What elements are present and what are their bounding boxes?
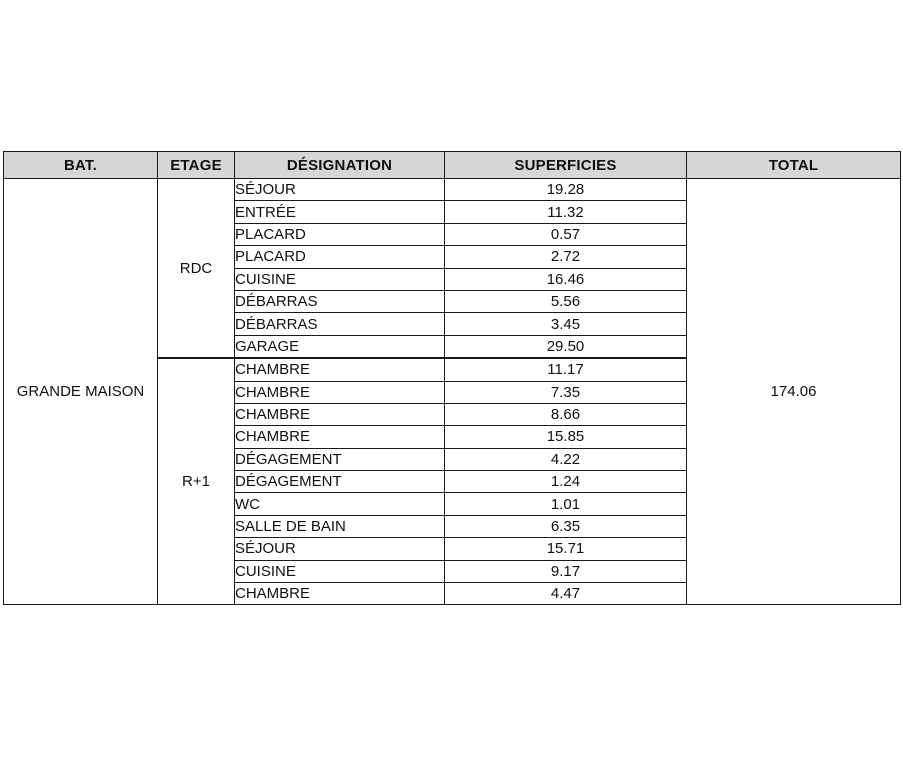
floor-name: RDC bbox=[158, 179, 235, 359]
room-designation: DÉGAGEMENT bbox=[235, 471, 445, 493]
room-superficie: 8.66 bbox=[445, 403, 687, 425]
building-name: GRANDE MAISON bbox=[4, 179, 158, 605]
room-superficie: 3.45 bbox=[445, 313, 687, 335]
room-designation: CUISINE bbox=[235, 268, 445, 290]
header-etage: ETAGE bbox=[158, 152, 235, 179]
room-superficie: 15.71 bbox=[445, 538, 687, 560]
room-designation: SALLE DE BAIN bbox=[235, 515, 445, 537]
room-designation: CHAMBRE bbox=[235, 426, 445, 448]
room-superficie: 1.01 bbox=[445, 493, 687, 515]
room-superficie: 7.35 bbox=[445, 381, 687, 403]
room-superficie: 29.50 bbox=[445, 335, 687, 358]
room-designation: GARAGE bbox=[235, 335, 445, 358]
room-designation: DÉGAGEMENT bbox=[235, 448, 445, 470]
surface-table bbox=[3, 151, 901, 605]
room-superficie: 4.47 bbox=[445, 583, 687, 605]
room-designation: SÉJOUR bbox=[235, 538, 445, 560]
room-designation: CHAMBRE bbox=[235, 403, 445, 425]
room-designation: CHAMBRE bbox=[235, 583, 445, 605]
room-designation: SÉJOUR bbox=[235, 179, 445, 201]
header-superficies: SUPERFICIES bbox=[445, 152, 687, 179]
room-superficie: 4.22 bbox=[445, 448, 687, 470]
room-superficie: 6.35 bbox=[445, 515, 687, 537]
room-superficie: 2.72 bbox=[445, 246, 687, 268]
room-designation: CHAMBRE bbox=[235, 358, 445, 381]
table-body bbox=[4, 179, 901, 605]
room-superficie: 19.28 bbox=[445, 179, 687, 201]
room-superficie: 15.85 bbox=[445, 426, 687, 448]
header-row bbox=[4, 152, 901, 179]
header-bat: BAT. bbox=[4, 152, 158, 179]
header-designation: DÉSIGNATION bbox=[235, 152, 445, 179]
floor-name: R+1 bbox=[158, 358, 235, 605]
room-designation: WC bbox=[235, 493, 445, 515]
room-superficie: 11.32 bbox=[445, 201, 687, 223]
room-superficie: 16.46 bbox=[445, 268, 687, 290]
header-total: TOTAL bbox=[687, 152, 901, 179]
table-row bbox=[4, 179, 901, 201]
room-designation: CHAMBRE bbox=[235, 381, 445, 403]
room-superficie: 1.24 bbox=[445, 471, 687, 493]
room-superficie: 0.57 bbox=[445, 223, 687, 245]
room-designation: ENTRÉE bbox=[235, 201, 445, 223]
room-designation: CUISINE bbox=[235, 560, 445, 582]
room-superficie: 5.56 bbox=[445, 290, 687, 312]
total-value: 174.06 bbox=[687, 179, 901, 605]
room-designation: DÉBARRAS bbox=[235, 313, 445, 335]
room-designation: PLACARD bbox=[235, 223, 445, 245]
room-superficie: 9.17 bbox=[445, 560, 687, 582]
room-designation: PLACARD bbox=[235, 246, 445, 268]
room-superficie: 11.17 bbox=[445, 358, 687, 381]
room-designation: DÉBARRAS bbox=[235, 290, 445, 312]
